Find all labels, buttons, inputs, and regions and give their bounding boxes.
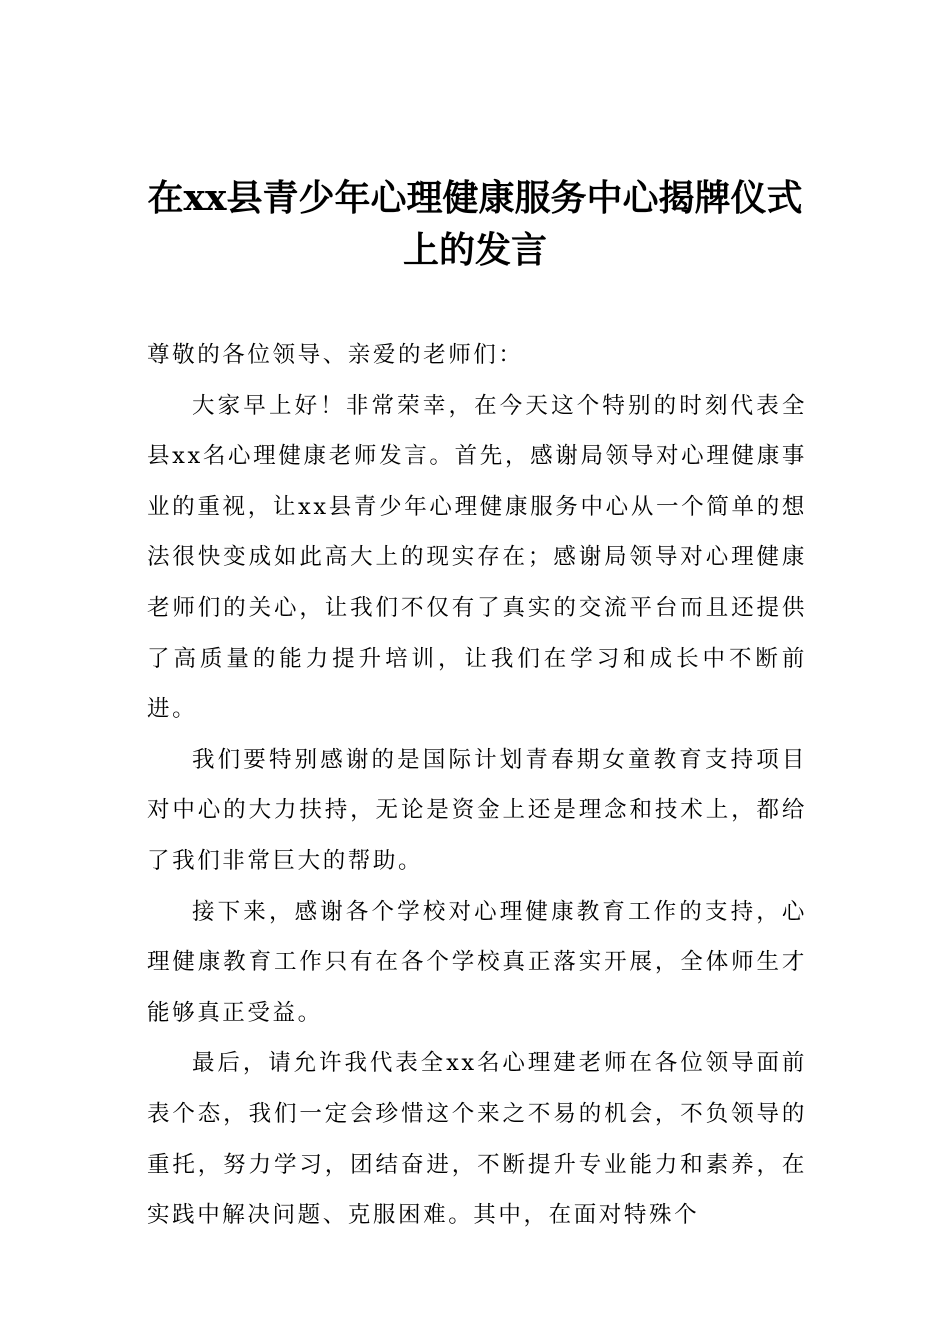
paragraph-2: 我们要特别感谢的是国际计划青春期女童教育支持项目对中心的大力扶持，无论是资金上还是理念和技术上，都给了我们非常巨大的帮助。 [147,746,807,874]
document-body [147,330,807,1241]
paragraph-1: 大家早上好！非常荣幸，在今天这个特别的时刻代表全县xx名心理健康老师发言。首先，感谢局领导对心理健康事业的重视，让xx县青少年心理健康服务中心从一个简单的想法很快变成如此高大上的现实存在；感谢局领导对心理健康老师们的关心，让我们不仅有了真实的交流平台而且还提供了高质量的能力提升培训，让我们在学习和成长中不断前进。 [147,392,807,723]
paragraph-3: 接下来，感谢各个学校对心理健康教育工作的支持，心理健康教育工作只有在各个学校真正落实开展，全体师生才能够真正受益。 [147,898,807,1026]
document-title: 在xx县青少年心理健康服务中心揭牌仪式上的发言 [147,177,803,271]
salutation: 尊敬的各位领导、亲爱的老师们： [147,342,524,368]
paragraph-4: 最后，请允许我代表全xx名心理建老师在各位领导面前表个态，我们一定会珍惜这个来之不易的机会，不负领导的重托，努力学习，团结奋进，不断提升专业能力和素养，在实践中解决问题、克服困难。其中，在面对特殊个 [147,1050,807,1229]
